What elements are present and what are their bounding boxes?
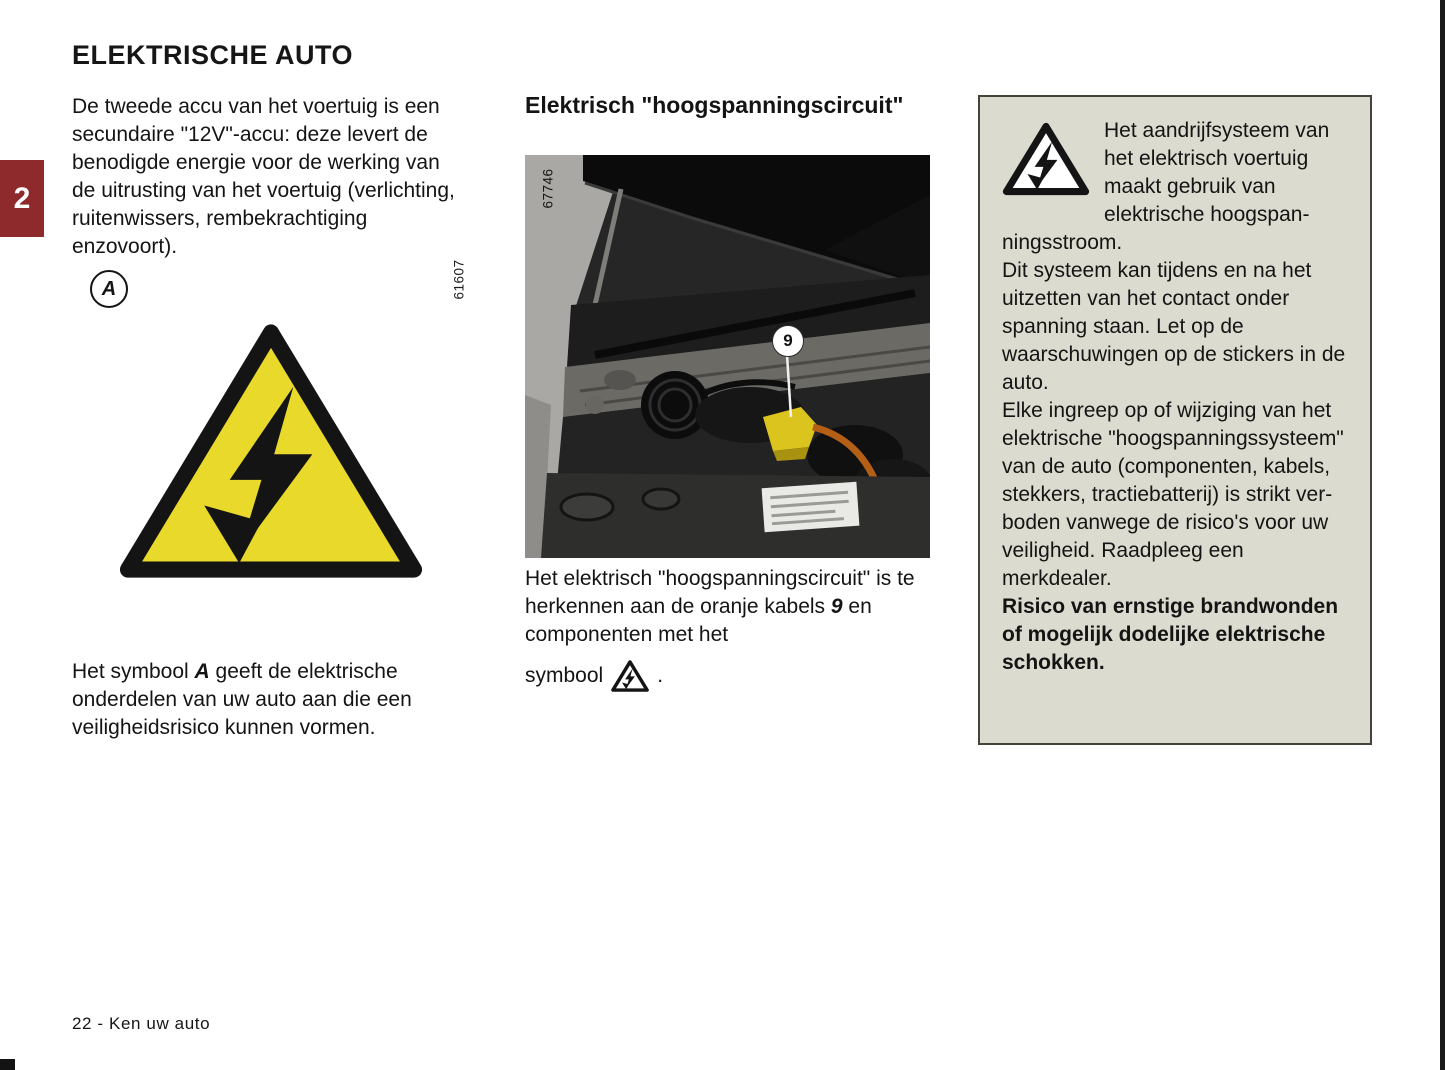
marker-a-badge [90,270,128,308]
photo-caption-text: Het elektrisch "hoogspanningscircuit" is te herkennen aan de oranje kabels [525,567,915,618]
marker-a-letter: A [101,277,117,300]
intro-paragraph: De tweede accu van het voertuig is een secundaire "12V"-accu: deze levert de benodigde energie voor de werking van de uitrusting van het voertuig (verlichting, ruitenwissers, rembekrachtiging enzovoort). [72,95,455,258]
symbol-word: symbool [525,664,604,687]
photo-callout-9: 9 [772,325,804,357]
symbol-period: . [657,664,664,687]
photo-caption-text: en componenten met het [525,595,872,646]
chapter-tab [0,160,44,237]
warning-box [978,95,1372,745]
high-voltage-symbol-icon [611,659,649,693]
high-voltage-warning-triangle-icon [112,310,430,592]
page-footer: 22 - Ken uw auto [72,1014,211,1033]
warning-paragraph-risk: Risico van ernstige brandwonden of mogelijk dodelijke elektrische schokken. [1002,595,1339,674]
warning-paragraph: Dit systeem kan tijdens en na het uitzetten van het contact onder spanning staan. Let op de waarschuwingen op de stickers in de auto. [1002,259,1346,394]
symbol-line [525,659,921,693]
page-title: ELEKTRISCHE AUTO [72,40,354,70]
figure-number-left: 61607 [451,259,467,300]
warning-triangle-icon [1002,119,1090,199]
caption-text: Het symbool [72,660,195,683]
scan-corner-mark [0,1059,15,1070]
caption-text: geeft de elektrische onderdelen van uw auto aan die een veiligheidsrisico kunnen vormen. [72,660,412,739]
section-heading: Elektrisch "hoogspanningscircuit" [525,92,904,118]
caption-symbol-ref: A [194,660,210,683]
photo-caption-ref: 9 [830,595,843,618]
photo-caption [525,565,921,693]
page-edge-line [1440,0,1445,1070]
symbol-caption [72,658,474,742]
chapter-number: 2 [13,181,31,215]
warning-paragraph: Het aandrijfsysteem van het elektrisch voertuig maakt gebruik van elektrische hoogspanningsstroom. [1002,119,1330,254]
warning-paragraph: Elke ingreep op of wijziging van het elektrische "hoogspanningssysteem" van de auto (componenten, kabels, stekkers, tractiebatterij) is strikt verboden vanwege de risico's voor uw veiligheid. Raadpleeg een merkdealer. [1002,399,1344,590]
figure-number-photo: 67746 [540,168,556,209]
engine-bay-illustration [525,155,930,558]
engine-bay-photo [525,155,930,558]
